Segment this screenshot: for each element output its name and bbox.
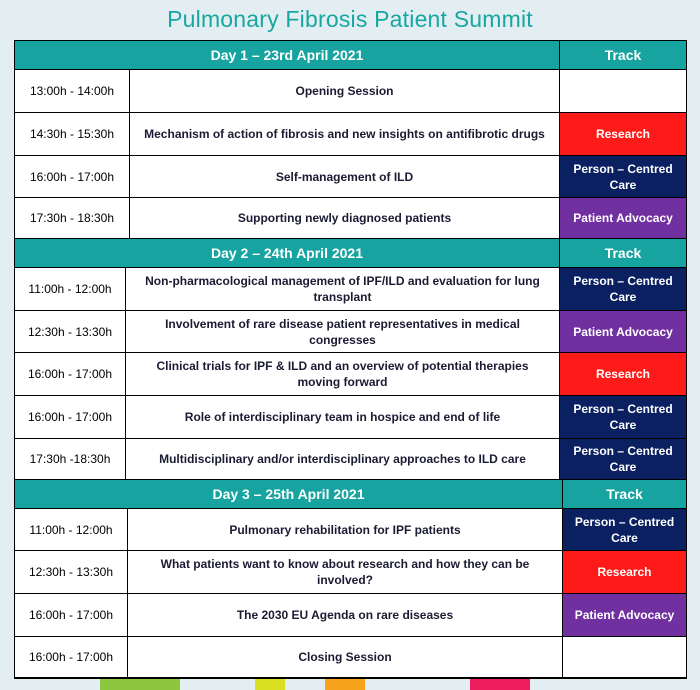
session-title: Mechanism of action of fibrosis and new insights on antifibrotic drugs: [130, 113, 559, 155]
page-title: Pulmonary Fibrosis Patient Summit: [167, 6, 533, 32]
schedule-row: [15, 637, 686, 677]
session-title: Opening Session: [130, 70, 559, 112]
day-header: Day 2 – 24th April 2021: [15, 239, 559, 267]
session-time: 12:30h - 13:30h: [15, 551, 127, 593]
schedule-row: [15, 311, 686, 352]
session-time: 16:00h - 17:00h: [15, 156, 129, 197]
session-time: 11:00h - 12:00h: [15, 268, 125, 310]
schedule-row: [15, 156, 686, 197]
session-time: 12:30h - 13:30h: [15, 311, 125, 352]
session-title: Supporting newly diagnosed patients: [130, 198, 559, 238]
session-title: Involvement of rare disease patient representatives in medical congresses: [126, 311, 559, 352]
schedule-row: [15, 113, 686, 155]
session-time: 17:30h - 18:30h: [15, 198, 129, 238]
session-title: What patients want to know about research and how they can be involved?: [128, 551, 562, 593]
session-title: Non-pharmacological management of IPF/ILD and evaluation for lung transplant: [126, 268, 559, 310]
day-header-row: [15, 480, 686, 508]
session-title: Clinical trials for IPF & ILD and an overview of potential therapies moving forward: [126, 353, 559, 395]
session-time: 11:00h - 12:00h: [15, 509, 127, 550]
schedule-row: [15, 70, 686, 112]
track-badge: Person – Centred Care: [560, 396, 686, 438]
schedule-row: [15, 353, 686, 395]
decorative-shape: [325, 678, 365, 690]
schedule-table: [14, 40, 687, 679]
track-badge: Research: [563, 551, 686, 593]
session-title: Pulmonary rehabilitation for IPF patients: [128, 509, 562, 550]
decorative-shape: [255, 678, 285, 690]
schedule-row: [15, 439, 686, 479]
track-badge: Research: [560, 353, 686, 395]
track-badge: Person – Centred Care: [560, 156, 686, 197]
schedule-row: [15, 396, 686, 438]
session-time: 17:30h -18:30h: [15, 439, 125, 479]
track-badge: [563, 637, 686, 677]
track-header: Track: [560, 41, 686, 69]
session-time: 16:00h - 17:00h: [15, 637, 127, 677]
schedule-row: [15, 551, 686, 593]
session-title: Multidisciplinary and/or interdisciplinary approaches to ILD care: [126, 439, 559, 479]
track-badge: Person – Centred Care: [560, 268, 686, 310]
track-badge: Person – Centred Care: [560, 439, 686, 479]
session-title: Self-management of ILD: [130, 156, 559, 197]
session-time: 16:00h - 17:00h: [15, 594, 127, 636]
session-title: Role of interdisciplinary team in hospice and end of life: [126, 396, 559, 438]
decorative-shape: [470, 678, 530, 690]
track-header: Track: [560, 239, 686, 267]
day-header: Day 3 – 25th April 2021: [15, 480, 562, 508]
track-badge: Patient Advocacy: [560, 198, 686, 238]
decorative-shape: [100, 678, 180, 690]
track-badge: Person – Centred Care: [563, 509, 686, 550]
session-time: 13:00h - 14:00h: [15, 70, 129, 112]
day-header-row: [15, 239, 686, 267]
session-time: 14:30h - 15:30h: [15, 113, 129, 155]
schedule-row: [15, 509, 686, 550]
track-badge: Research: [560, 113, 686, 155]
track-header: Track: [563, 480, 686, 508]
schedule-row: [15, 198, 686, 238]
track-badge: [560, 70, 686, 112]
session-time: 16:00h - 17:00h: [15, 353, 125, 395]
day-header: Day 1 – 23rd April 2021: [15, 41, 559, 69]
day-header-row: [15, 41, 686, 69]
track-badge: Patient Advocacy: [563, 594, 686, 636]
session-time: 16:00h - 17:00h: [15, 396, 125, 438]
session-title: Closing Session: [128, 637, 562, 677]
track-badge: Patient Advocacy: [560, 311, 686, 352]
schedule-row: [15, 594, 686, 636]
schedule-row: [15, 268, 686, 310]
session-title: The 2030 EU Agenda on rare diseases: [128, 594, 562, 636]
